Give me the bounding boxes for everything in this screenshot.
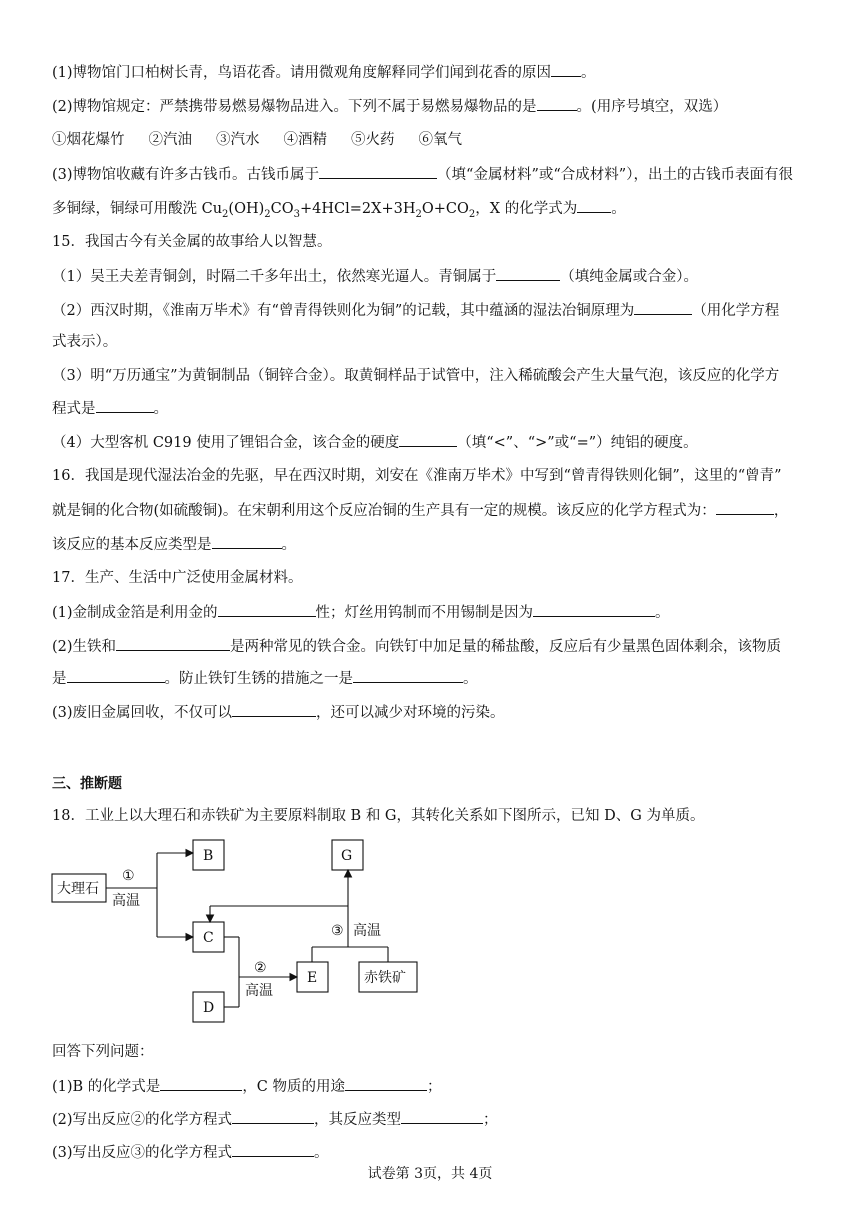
q16-line2: 就是铜的化合物(如硫酸铜)。在宋朝利用这个反应冶铜的生产具有一定的规模。该反应的化学方程式为： ， — [52, 500, 788, 521]
label-e: E — [307, 970, 318, 986]
answer-blank[interactable] — [537, 96, 577, 111]
answer-blank[interactable] — [96, 398, 154, 413]
reaction-1-condition: 高温 — [112, 893, 140, 909]
answer-blank[interactable] — [353, 668, 463, 683]
q18-answer-3: (3)写出反应③的化学方程式 。 — [52, 1142, 329, 1163]
answer-blank[interactable] — [399, 432, 457, 447]
label-c: C — [203, 930, 214, 946]
q17-part2-line2: 是 。防止铁钉生锈的措施之一是 。 — [52, 668, 478, 689]
q15-part1: （1）吴王夫差青铜剑，时隔二千多年出土，依然寒光逼人。青铜属于 （填纯金属或合金）。 — [52, 266, 698, 287]
q15-part4: （4）大型客机 C919 使用了锂铝合金，该合金的硬度 （填“<”、“>”或“=”）纯铝的硬度。 — [52, 432, 698, 453]
answer-blank[interactable] — [634, 300, 692, 315]
answer-blank[interactable] — [401, 1109, 483, 1124]
q15-part2-line1: （2）西汉时期，《淮南万毕术》有“曾青得铁则化为铜”的记载，其中蕴涵的湿法冶铜原理为 （用化学方程 — [52, 300, 779, 321]
q14-options: ①烟花爆竹 ②汽油 ③汽水 ④酒精 ⑤火药 ⑥氧气 — [52, 132, 462, 148]
q16-line1: 16．我国是现代湿法冶金的先驱，早在西汉时期，刘安在《淮南万毕术》中写到“曾青得铁则化铜”，这里的“曾青” — [52, 468, 782, 484]
q17-part1: (1)金制成金箔是利用金的 性；灯丝用钨制而不用锡制是因为 。 — [52, 602, 670, 623]
reaction-3-number: ③ — [331, 923, 344, 939]
page-footer: 试卷第 3页，共 4页 — [367, 1166, 493, 1182]
label-dalishi: 大理石 — [57, 881, 99, 897]
q16-line3: 该反应的基本反应类型是 。 — [52, 534, 296, 555]
answer-blank[interactable] — [533, 602, 655, 617]
q14-part3-line2: 多铜绿，铜绿可用酸洗 $Cu_2(OH)_2CO_3+4HCl=2X+3H_2O+CO_2$，X 的化学式为 。 — [52, 198, 626, 225]
q15-part3-line1: （3）明“万历通宝”为黄铜制品（铜锌合金）。取黄铜样品于试管中，注入稀硫酸会产生大量气泡，该反应的化学方 — [52, 368, 780, 384]
q18-answer-1: (1)B 的化学式是 ，C 物质的用途 ； — [52, 1076, 442, 1097]
answer-blank[interactable] — [496, 266, 560, 281]
q15-part2-line2: 式表示）。 — [52, 334, 118, 350]
q18-stem: 18．工业上以大理石和赤铁矿为主要原料制取 B 和 G，其转化关系如下图所示，已知 D、G 为单质。 — [52, 808, 705, 824]
answer-blank[interactable] — [67, 668, 165, 683]
q14-part1: (1)博物馆门口柏树长青，鸟语花香。请用微观角度解释同学们闻到花香的原因 。 — [52, 62, 596, 83]
q17-part3: (3)废旧金属回收，不仅可以 ，还可以减少对环境的污染。 — [52, 702, 505, 723]
q17-stem: 17．生产、生活中广泛使用金属材料。 — [52, 570, 303, 586]
section-title: 三、推断题 — [52, 776, 122, 792]
answer-blank[interactable] — [345, 1076, 427, 1091]
q14-part2: (2)博物馆规定：严禁携带易燃易爆物品进入。下列不属于易燃易爆物品的是 。(用序号填空，双选） — [52, 96, 727, 117]
answer-blank[interactable] — [218, 602, 316, 617]
q14-part3-line1: (3)博物馆收藏有许多古钱币。古钱币属于 （填“金属材料”或“合成材料”），出土的古钱币表面有很 — [52, 164, 793, 185]
answer-blank[interactable] — [716, 500, 774, 515]
answer-blank[interactable] — [212, 534, 282, 549]
answer-blank[interactable] — [232, 702, 316, 717]
q17-part2-line1: (2)生铁和 是两种常见的铁合金。向铁钉中加足量的稀盐酸，反应后有少量黑色固体剩余，该物质 — [52, 636, 781, 657]
reaction-flow-diagram — [40, 832, 440, 1032]
reaction-3-condition: 高温 — [353, 923, 381, 939]
q15-part3-line2: 程式是 。 — [52, 398, 168, 419]
answer-blank[interactable] — [551, 62, 581, 77]
answer-blank[interactable] — [116, 636, 230, 651]
answer-blank[interactable] — [319, 164, 437, 179]
q18-answer-2: (2)写出反应②的化学方程式 ，其反应类型 ； — [52, 1109, 498, 1130]
answer-blank[interactable] — [232, 1109, 314, 1124]
label-g: G — [341, 848, 353, 864]
reaction-2-condition: 高温 — [245, 983, 273, 999]
q15-stem: 15．我国古今有关金属的故事给人以智慧。 — [52, 234, 332, 250]
label-chitiekuang: 赤铁矿 — [364, 970, 406, 986]
reaction-2-number: ② — [254, 960, 267, 976]
answer-blank[interactable] — [232, 1142, 314, 1157]
reaction-1-number: ① — [122, 868, 135, 884]
label-d: D — [203, 1000, 215, 1016]
answer-blank[interactable] — [160, 1076, 242, 1091]
answer-blank[interactable] — [577, 198, 611, 213]
q18-answer-intro: 回答下列问题： — [52, 1044, 154, 1060]
label-b: B — [203, 848, 214, 864]
